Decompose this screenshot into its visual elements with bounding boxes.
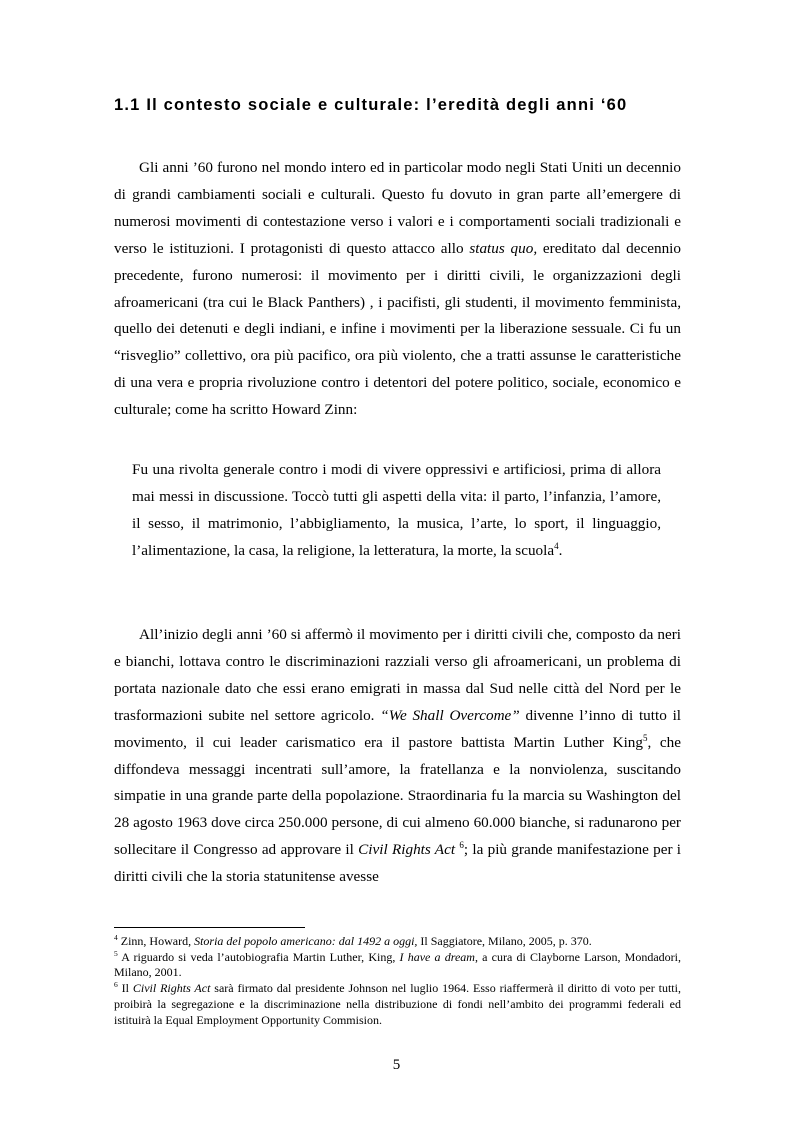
footnote-text: A riguardo si veda l’autobiografia Martin Luther, King, [117, 949, 400, 964]
italic-term: status quo, [469, 239, 538, 257]
footnotes [114, 934, 681, 1028]
quote-text: Fu una rivolta generale contro i modi di vivere oppressivi e artificiosi, prima di allora mai messi in discussione. Toccò tutti gli aspetti della vita: il parto, l’infanzia, l’amore, il sesso, il matrimonio, l’abbigliamento, la musica, l’arte, lo sport, il linguaggio, l’alimentazione, la casa, la religione, la letteratura, la morte, la scuola [132, 461, 661, 559]
footnote-italic: Storia del popolo americano: dal 1492 a oggi, [194, 934, 418, 948]
footnote-italic: Civil Rights Act [132, 981, 211, 996]
paragraph-text: , che diffondeva messaggi incentrati sull’amore, la fratellanza e la nonviolenza, suscitando simpatie in una grande parte della popolazione. Straordinaria fu la marcia su Washington del 28 agosto 1963 dove circa 250.000 persone, di cui almeno 60.000 bianche, si radunarono per sollecitare il Congresso ad approvare il [114, 733, 681, 859]
footnote-text: Zinn, Howard, [117, 934, 195, 948]
italic-title: “We Shall Overcome” [380, 706, 520, 724]
body-paragraph-1 [114, 155, 681, 424]
footnote [114, 981, 681, 1028]
italic-title: Civil Rights Act [358, 841, 456, 859]
footnote-text: sarà firmato dal presidente Johnson nel luglio 1964. Esso riaffermerà il diritto di voto per tutti, proibirà la segregazione e la discriminazione nella distribuzione di fondi nell’ambito dei programmi federali ed istituirà la Equal Employment Opportunity Commision. [114, 981, 681, 1027]
footnote [114, 950, 681, 981]
paragraph-text: divenne l’inno di tutto il movimento, il cui leader carismatico era il pastore battista Martin Luther King [114, 706, 682, 751]
block-quote [132, 456, 661, 564]
quote-text: . [558, 542, 563, 559]
footnote-divider [114, 927, 305, 928]
paragraph-text: ; la più grande manifestazione per i diritti civili che la storia statunitense avesse [114, 841, 682, 886]
footnote-ref: 5 [642, 732, 648, 743]
footnote-text: , a cura di Clayborne Larson, Mondadori, Milano, 2001. [114, 949, 681, 980]
footnote-text: Il Saggiatore, Milano, 2005, p. 370. [417, 934, 592, 948]
footnote-number: 5 [114, 948, 118, 958]
page-number: 5 [392, 1057, 401, 1073]
paragraph-text: ereditato dal decennio precedente, furono numerosi: il movimento per i diritti civili, le organizzazioni degli afroamericani (tra cui le Black Panthers) , i pacifisti, gli studenti, il movimento femminista, quello dei detenuti e degli indiani, e infine i movimenti per la liberazione sessuale. Ci fu un “risveglio” collettivo, ora più pacifico, ora più violento, che a tratti assunse le caratteristiche di una vera e propria rivoluzione contro i detentori del potere politico, sociale, economico e culturale; come ha scritto Howard Zinn: [114, 239, 681, 419]
footnote [114, 934, 681, 950]
footnote-ref: 6 [459, 840, 464, 851]
footnote-number: 6 [114, 980, 118, 990]
paragraph-text: All’inizio degli anni ’60 si affermò il movimento per i diritti civili che, composto da neri e bianchi, lottava contro le discriminazioni razziali verso gli afroamericani, un problema di portata nazionale dato che essi erano emigrati in massa dal Sud nelle città del Nord per le trasformazioni subite nel settore agricolo. [114, 626, 681, 724]
body-paragraph-2 [114, 622, 681, 891]
footnote-italic: I have a dream [399, 949, 475, 964]
footnote-number: 4 [114, 933, 118, 942]
footnote-ref: 4 [554, 540, 559, 551]
section-heading: 1.1 Il contesto sociale e culturale: l’eredità degli anni ‘60 [114, 96, 628, 114]
footnote-text: Il [117, 981, 133, 996]
paragraph-text: Gli anni ’60 furono nel mondo intero ed in particolar modo negli Stati Uniti un decennio di grandi cambiamenti sociali e culturali. Questo fu dovuto in gran parte all’emergere di numerosi movimenti di contestazione verso i valori e i comportamenti sociali tradizionali e verso le istituzioni. I protagonisti di questo attacco allo [114, 159, 681, 257]
